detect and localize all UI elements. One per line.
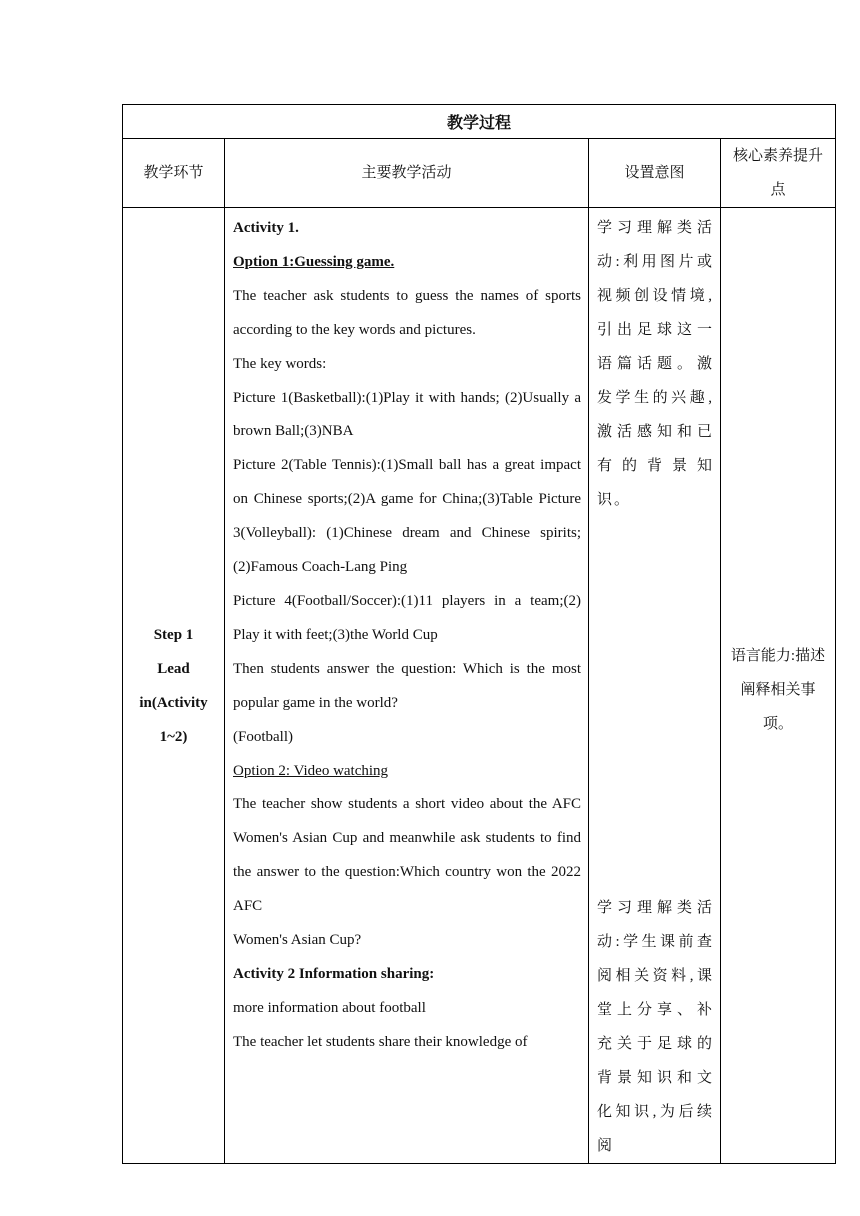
table-title: 教学过程 [123,105,836,139]
core-cell [721,208,836,1164]
activity-text: The teacher show students a short video about the AFC Women's Asian Cup and meanwhile ask students to find the answer to the question:Which country won the 2022 AFC [233,796,581,915]
activity-text: The teacher ask students to guess the names of sports according to the key words and pictures. [233,287,581,338]
intent-spacer [597,517,714,891]
activity-text: more information about football [233,999,426,1016]
step-line-2: Lead [157,660,190,677]
activity-text: The key words: [233,355,327,372]
header-intent: 设置意图 [589,139,721,208]
step-line-4: 1~2) [159,728,188,745]
option-1-heading: Option 1:Guessing game. [233,253,395,270]
activity-text: (Football) [233,728,293,745]
activity-text: Then students answer the question: Which is the most popular game in the world? [233,660,581,711]
activity-text: Picture 4(Football/Soccer):(1)11 players in a team;(2) Play it with feet;(3)the World Cup [233,592,581,643]
core-text: 语言能力:描述阐释相关事项。 [730,647,826,732]
activity-text: Picture 1(Basketball):(1)Play it with hands; (2)Usually a brown Ball;(3)NBA [233,389,581,440]
intent-cell [589,208,721,1164]
header-core-text: 核心素养提升点 [733,148,824,198]
activity-1-heading: Activity 1. [233,220,299,236]
activity-text: Picture 2(Table Tennis):(1)Small ball has a great impact on Chinese sports;(2)A game for China;(3)Table Picture 3(Volleyball): (1)Chinese dream and Chinese spirits;(2)Famous Coach-Lang Ping [233,457,581,576]
header-activities: 主要教学活动 [225,139,589,208]
teaching-process-table [122,104,836,1164]
activity-text: The teacher let students share their knowledge of [233,1033,528,1050]
intent-text-2: 学习理解类活动:学生课前查阅相关资料,课堂上分享、补充关于足球的背景知识和文化知识,为后续阅 [597,900,714,1154]
activity-2-heading: Activity 2 Information sharing: [233,965,435,982]
activity-text: Women's Asian Cup? [233,932,362,949]
activities-cell [225,208,589,1164]
header-stage: 教学环节 [123,139,225,208]
header-core [721,139,836,208]
intent-text-1: 学习理解类活动:利用图片或视频创设情境,引出足球这一语篇话题。激发学生的兴趣,激活感知和已有的背景知识。 [597,220,714,508]
step-cell [123,208,225,1164]
option-2-heading: Option 2: Video watching [233,762,389,779]
step-line-3: in(Activity [139,694,208,711]
step-line-1: Step 1 [153,626,194,643]
